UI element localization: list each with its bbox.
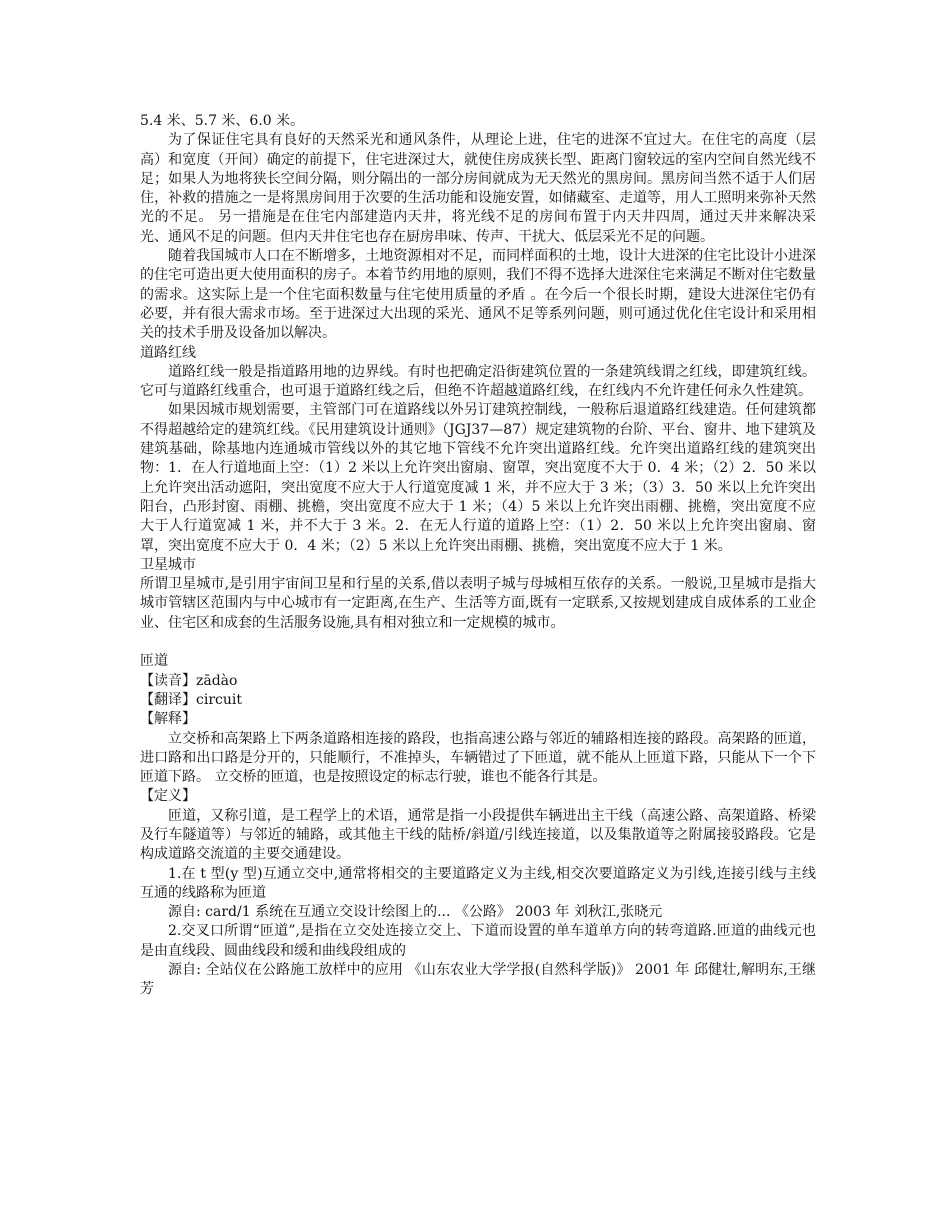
section-heading: 【翻译】circuit bbox=[140, 691, 242, 708]
paragraph: 如果因城市规划需要，主管部门可在道路线以外另订建筑控制线，一般称后退道路红线建造。任何建筑都不得超越给定的建筑红线。《民用建筑设计通则》（JGJ37—87）规定建筑物的台阶、平台、窗井、地下建筑及建筑基础，除基地内连通城市管线以外的其它地下管线不允许突出道路红线。允许突出道路红线的建筑突出物：1．在人行道地面上空：（1）2 米以上允许突出窗扇、窗罩，突出宽度不大于 0．4 米；（2）2．50 米以上允许突出活动遮阳，突出宽度不应大于人行道宽度减 1 米，并不应大于 3 米；（3）3．50 米以上允许突出阳台，凸形封窗、雨棚、挑檐，突出宽度不应大于 1 米；（4）5 米以上允许突出雨棚、挑檐，突出宽度不应大于人行道宽减 1 米，并不大于 3 米。2．在无人行道的道路上空：（1）2．50 米以上允许突出窗扇、窗罩，突出宽度不应大于 0．4 米；（2）5 米以上允许突出雨棚、挑檐，突出宽度不应大于 1 米。 bbox=[140, 402, 816, 554]
paragraph: 为了保证住宅具有良好的天然采光和通风条件，从理论上进，住宅的进深不宜过大。在住宅的高度（层高）和宽度（开间）确定的前提下，住宅进深过大，就使住房成狭长型、距离门窗较远的室内空间自然光线不足；如果人为地将狭长空间分隔，则分隔出的一部分房间就成为无天然光的黑房间。黑房间当然不适于人们居住，补救的措施之一是将黑房间用于次要的生活功能和设施安置，如储藏室、走道等，用人工照明来弥补天然光的不足。 另一措施是在住宅内部建造内天井，将光线不足的房间布置于内天井四周，通过天井来解决采光、通风不足的问题。但内天井住宅也存在厨房串味、传声、干扰大、低层采光不足的问题。 bbox=[140, 132, 816, 245]
paragraph: 所谓卫星城市,是引用宇宙间卫星和行星的关系,借以表明子城与母城相互依存的关系。一般说,卫星城市是指大城市管辖区范围内与中心城市有一定距离,在生产、生活等方面,既有一定联系,又按规划建成自成体系的工业企业、住宅区和成套的生活服务设施,具有相对独立和一定规模的城市。 bbox=[140, 576, 816, 631]
section-heading: 卫星城市 bbox=[140, 556, 196, 573]
blank-line bbox=[140, 633, 816, 652]
section-heading: 道路红线 bbox=[140, 344, 196, 361]
paragraph: 源自: 全站仪在公路施工放样中的应用 《山东农业大学学报(自然科学版)》 2001 年 邱健壮,解明东,王继芳 bbox=[140, 962, 816, 998]
section-heading: 匝道 bbox=[140, 653, 168, 670]
paragraph: 随着我国城市人口在不断增多，土地资源相对不足，而同样面积的土地，设计大进深的住宅比设计小进深的住宅可造出更大使用面积的房子。本着节约用地的原则，我们不得不选择大进深住宅来满足不断对住宅数量的需求。这实际上是一个住宅面积数量与住宅使用质量的矛盾 。在今后一个很长时期，建设大进深住宅仍有必要，并有很大需求市场。至于进深过大出现的采光、通风不足等系列问题，则可通过优化住宅设计和采用相关的技术手册及设备加以解决。 bbox=[140, 248, 816, 342]
paragraph: 源自: card/1 系统在互通立交设计绘图上的... 《公路》 2003 年 刘秋江,张晓元 bbox=[168, 904, 663, 921]
paragraph: 5.4 米、5.7 米、6.0 米。 bbox=[140, 113, 305, 129]
paragraph: 立交桥和高架路上下两条道路相连接的路段，也指高速公路与邻近的辅路相连接的路段。高架路的匝道，进口路和出口路是分开的，只能顺行，不准掉头，车辆错过了下匝道，就不能从上匝道下路，只能从下一个下匝道下路。 立交桥的匝道，也是按照设定的标志行驶，谁也不能各行其是。 bbox=[140, 730, 816, 786]
section-heading: 【解释】 bbox=[140, 711, 196, 728]
section-heading: 【定义】 bbox=[140, 788, 196, 805]
section-heading: 【读音】zādào bbox=[140, 672, 238, 689]
paragraph: 道路红线一般是指道路用地的边界线。有时也把确定沿街建筑位置的一条建筑线谓之红线，即建筑红线。它可与道路红线重合，也可退于道路红线之后，但绝不许超越道路红线，在红线内不允许建任何永久性建筑。 bbox=[140, 363, 816, 400]
paragraph: 1.在 t 型(y 型)互通立交中,通常将相交的主要道路定义为主线,相交次要道路定义为引线,连接引线与主线互通的线路称为匝道 bbox=[140, 865, 816, 901]
paragraph: 匝道，又称引道，是工程学上的术语，通常是指一小段提供车辆进出主干线（高速公路、高架道路、桥梁及行车隧道等）与邻近的辅路，或其他主干线的陆桥/斜道/引线连接道，以及集散道等之附属接驳路段。它是构成道路交流道的主要交通建设。 bbox=[140, 807, 816, 863]
document-body bbox=[140, 112, 816, 1000]
paragraph: 2.交叉口所谓“匝道”,是指在立交处连接立交上、下道而设置的单车道单方向的转弯道路.匝道的曲线元也是由直线段、圆曲线段和缓和曲线段组成的 bbox=[140, 923, 816, 959]
